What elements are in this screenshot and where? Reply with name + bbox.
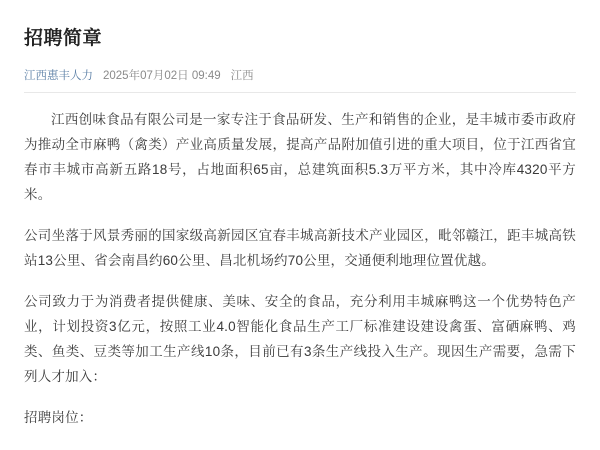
- meta-divider: [24, 92, 576, 93]
- article-meta: [24, 68, 576, 84]
- article-datetime: 2025年07月02日 09:49: [103, 70, 221, 82]
- article-paragraph: 江西创味食品有限公司是一家专注于食品研发、生产和销售的企业，是丰城市委市政府为推动全市麻鸭（禽类）产业高质量发展，提高产品附加值引进的重大项目，位于江西省宜春市丰城市高新五路18号，占地面积65亩，总建筑面积5.3万平方米，其中冷库4320平方米。: [24, 112, 576, 202]
- page-title: 招聘简章: [24, 28, 103, 49]
- article-region: 江西: [230, 70, 254, 82]
- article-paragraph: 招聘岗位：: [24, 410, 93, 425]
- article-source[interactable]: 江西惠丰人力: [24, 70, 93, 82]
- article-paragraph: 公司坐落于风景秀丽的国家级高新园区宜春丰城高新技术产业园区，毗邻赣江，距丰城高铁站13公里、省会南昌约60公里、昌北机场约70公里，交通便利地理位置优越。: [24, 228, 576, 268]
- article-paragraph: 公司致力于为消费者提供健康、美味、安全的食品，充分利用丰城麻鸭这一个优势特色产业，计划投资3亿元，按照工业4.0智能化食品生产工厂标准建设建设禽蛋、富硒麻鸭、鸡类、鱼类、豆类等加工生产线10条，目前已有3条生产线投入生产。现因生产需要，急需下列人才加入：: [24, 294, 576, 384]
